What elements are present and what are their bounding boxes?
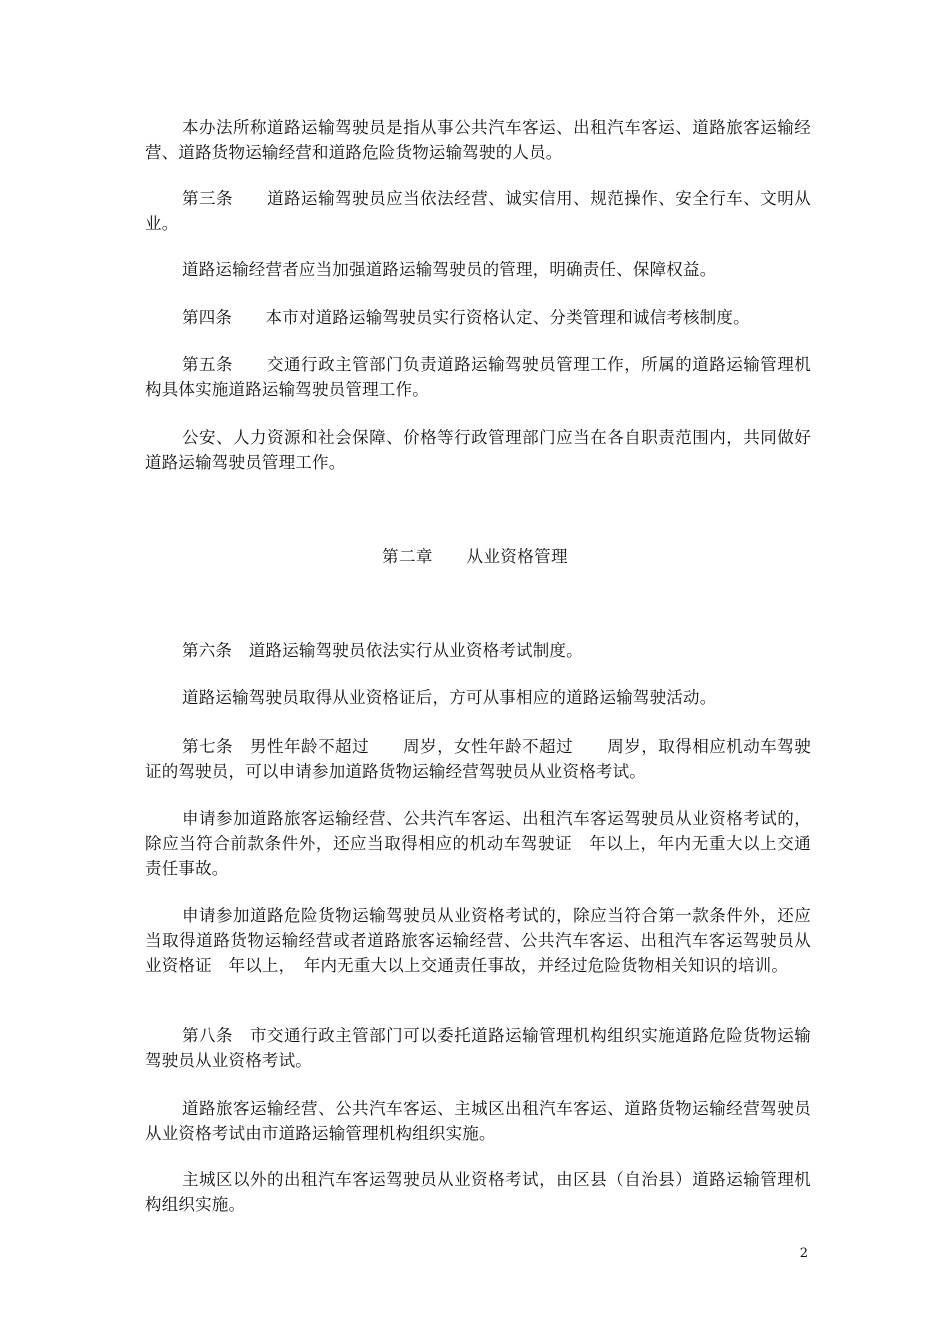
paragraph-article-4: 第四条 本市对道路运输驾驶员实行资格认定、分类管理和诚信考核制度。	[182, 308, 750, 327]
paragraph-operator-duty: 道路运输经营者应当加强道路运输驾驶员的管理，明确责任、保障权益。	[182, 260, 717, 279]
paragraph-departments: 公安、人力资源和社会保障、价格等行政管理部门应当在各自职责范围内，共同做好道路运输驾驶员管理工作。	[145, 428, 811, 472]
paragraph-certificate: 道路运输驾驶员取得从业资格证后，方可从事相应的道路运输驾驶活动。	[182, 688, 717, 707]
paragraph-article-3: 第三条 道路运输驾驶员应当依法经营、诚实信用、规范操作、安全行车、文明从业。	[145, 189, 811, 233]
chapter-heading: 第二章 从业资格管理	[382, 547, 568, 566]
paragraph-article-7: 第七条 男性年龄不超过 周岁，女性年龄不超过 周岁，取得相应机动车驾驶证的驾驶员，可以申请参加道路货物运输经营驾驶员从业资格考试。	[145, 737, 811, 781]
page-number: 2	[799, 1246, 808, 1261]
paragraph-district-exam: 主城区以外的出租汽车客运驾驶员从业资格考试，由区县（自治县）道路运输管理机构组织实施。	[145, 1170, 811, 1214]
paragraph-passenger-exam: 申请参加道路旅客运输经营、公共汽车客运、出租汽车客运驾驶员从业资格考试的，除应当符合前款条件外，还应当取得相应的机动车驾驶证 年以上，年内无重大以上交通责任事故。	[145, 809, 811, 878]
paragraph-definition: 本办法所称道路运输驾驶员是指从事公共汽车客运、出租汽车客运、道路旅客运输经营、道路货物运输经营和道路危险货物运输驾驶的人员。	[145, 118, 811, 162]
paragraph-article-5: 第五条 交通行政主管部门负责道路运输驾驶员管理工作，所属的道路运输管理机构具体实施道路运输驾驶员管理工作。	[145, 355, 811, 399]
paragraph-city-exam: 道路旅客运输经营、公共汽车客运、主城区出租汽车客运、道路货物运输经营驾驶员从业资格考试由市道路运输管理机构组织实施。	[145, 1099, 811, 1143]
paragraph-dangerous-goods-exam: 申请参加道路危险货物运输驾驶员从业资格考试的，除应当符合第一款条件外，还应当取得道路货物运输经营或者道路旅客运输经营、公共汽车客运、出租汽车客运驾驶员从业资格证 年以上， 年内无重大以上交通责任事故，并经过危险货物相关知识的培训。	[145, 906, 811, 975]
paragraph-article-6: 第六条 道路运输驾驶员依法实行从业资格考试制度。	[182, 641, 583, 660]
paragraph-article-8: 第八条 市交通行政主管部门可以委托道路运输管理机构组织实施道路危险货物运输驾驶员从业资格考试。	[145, 1026, 811, 1070]
